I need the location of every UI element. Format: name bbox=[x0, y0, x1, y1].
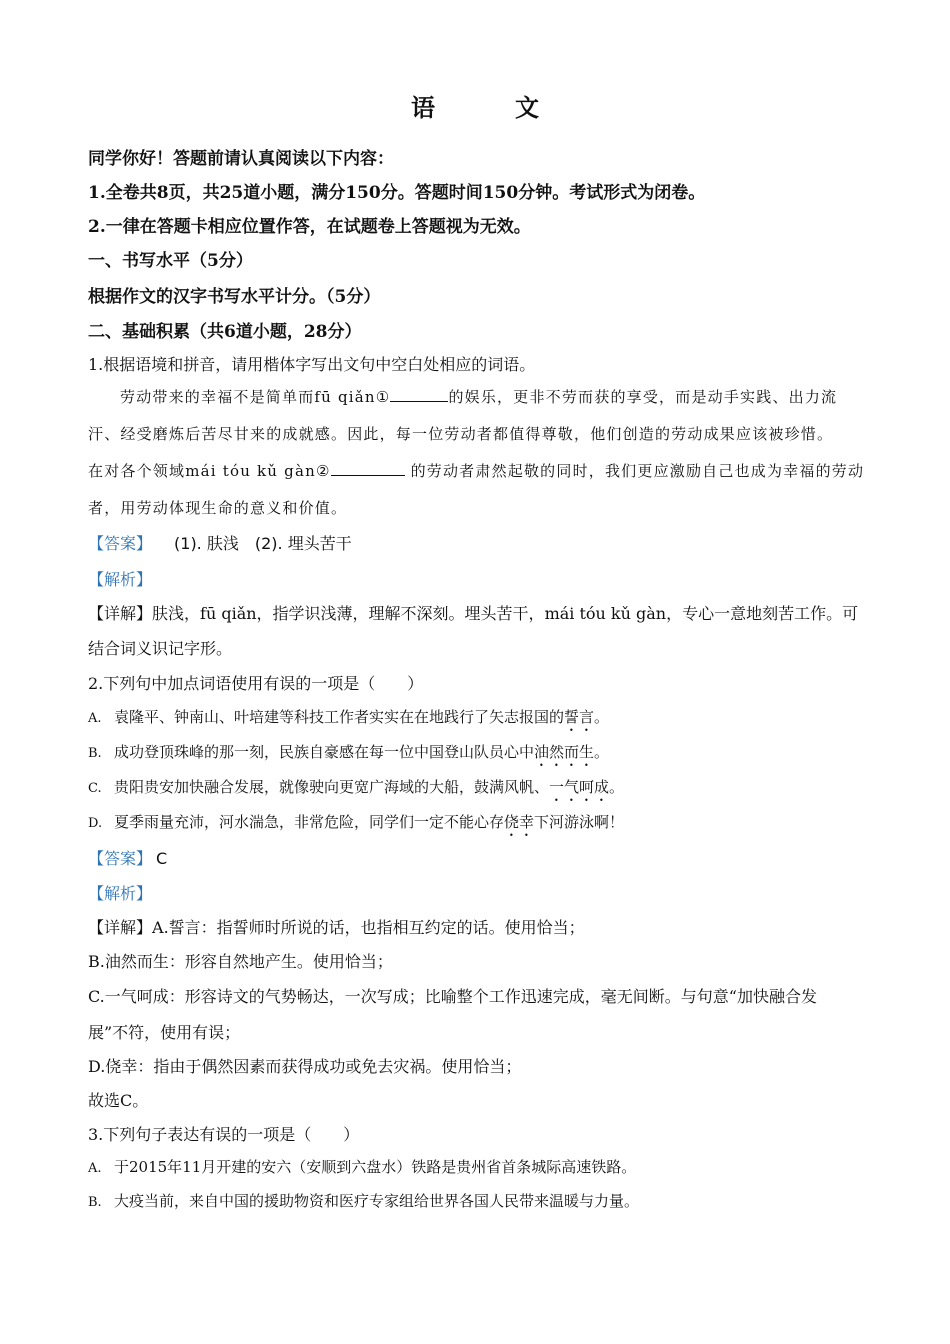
q1-detail-line-2: 结合词义识记字形。 bbox=[88, 639, 233, 658]
q1-passage-text: 的娱乐，更非不劳而获的享受，而是动手实践、出力流 bbox=[448, 388, 838, 406]
q1-blank-1 bbox=[390, 387, 448, 402]
detail-label: 【详解】 bbox=[88, 918, 153, 937]
q1-passage-text: 的劳动者肃然起敬的同时，我们更应激励自己也成为幸福的劳动 bbox=[410, 462, 865, 480]
option-label: A. bbox=[88, 1161, 102, 1176]
option-text: 。 bbox=[594, 708, 610, 726]
option-text: 贵阳贵安加快融合发展，就像驶向更宽广海域的大船，鼓满风帆、 bbox=[114, 778, 550, 796]
notice-line-1: 1.全卷共8页，共25道小题，满分150分。答题时间150分钟。考试形式为闭卷。 bbox=[88, 183, 706, 203]
q2-detail-text: A.誓言：指誓师时所说的话，也指相互约定的话。使用恰当； bbox=[152, 918, 585, 937]
option-label: D. bbox=[88, 816, 103, 831]
q3-stem: 3.下列句子表达有误的一项是（ ） bbox=[88, 1125, 360, 1144]
q1-analysis-tag: 【解析】 bbox=[88, 570, 153, 589]
dotted-word: 一气呵成 bbox=[549, 778, 610, 796]
option-text: 袁隆平、钟南山、叶培建等科技工作者实实在在地践行了矢志报国的 bbox=[114, 708, 565, 726]
q1-blank-2 bbox=[331, 461, 405, 476]
option-text: 大疫当前，来自中国的援助物资和医疗专家组给世界各国人民带来温暖与力量。 bbox=[114, 1192, 640, 1210]
q2-detail-c-line-2: 展”不符，使用有误； bbox=[88, 1023, 241, 1042]
option-label: B. bbox=[88, 746, 102, 761]
q2-analysis-tag: 【解析】 bbox=[88, 884, 153, 903]
q2-option-b bbox=[88, 741, 609, 770]
option-text: 下河游泳啊！ bbox=[534, 813, 625, 831]
page-title: 语 文 bbox=[411, 93, 567, 122]
q1-detail-pinyin: mái tóu kǔ gàn bbox=[544, 604, 667, 623]
option-text: 。 bbox=[609, 778, 625, 796]
q1-detail-text: 肤浅， bbox=[152, 604, 201, 623]
q1-detail-line-1 bbox=[88, 601, 858, 624]
q1-passage-text: 在对各个领域 bbox=[88, 462, 186, 480]
q1-stem: 1.根据语境和拼音，请用楷体字写出文句中空白处相应的词语。 bbox=[88, 355, 536, 374]
q2-answer-text: C bbox=[156, 849, 168, 868]
q1-detail-text: ，指学识浅薄，理解不深刻。埋头苦干， bbox=[256, 604, 545, 623]
q1-pinyin-1: fū qiǎn bbox=[314, 388, 376, 406]
option-text: 成功登顶珠峰的那一刻，民族自豪感在每一位中国登山队员心中 bbox=[114, 743, 535, 761]
section-1-heading: 一、书写水平（5分） bbox=[88, 251, 253, 271]
q2-option-c bbox=[88, 776, 624, 805]
q2-detail-a bbox=[88, 915, 585, 938]
answer-tag: 【答案】 bbox=[88, 849, 153, 868]
q1-answer-text: (1). 肤浅 (2). 埋头苦干 bbox=[174, 534, 352, 553]
q1-passage-line-3 bbox=[88, 460, 864, 481]
notice-greeting: 同学你好！答题前请认真阅读以下内容： bbox=[88, 149, 394, 169]
q2-option-a bbox=[88, 706, 609, 735]
option-text: 。 bbox=[594, 743, 610, 761]
q2-detail-c-line-1: C.一气呵成：形容诗文的气势畅达，一次写成；比喻整个工作迅速完成，毫无间断。与句意“加快融合发 bbox=[88, 987, 817, 1006]
q2-answer bbox=[88, 846, 167, 869]
dotted-word: 誓言 bbox=[564, 708, 595, 726]
q2-stem: 2.下列句中加点词语使用有误的一项是（ ） bbox=[88, 674, 424, 693]
q3-option-b bbox=[88, 1190, 639, 1211]
option-label: B. bbox=[88, 1195, 102, 1210]
dotted-word: 油然而生 bbox=[534, 743, 595, 761]
option-text: 于2015年11月开建的安六（安顺到六盘水）铁路是贵州省首条城际高速铁路。 bbox=[114, 1158, 637, 1176]
q1-passage-line-2: 汗、经受磨炼后苦尽甘来的成就感。因此，每一位劳动者都值得尊敬，他们创造的劳动成果应该被珍惜。 bbox=[88, 425, 834, 443]
q1-blank-mark-1: ① bbox=[375, 388, 391, 406]
q1-detail-text: ，专心一意地刻苦工作。可 bbox=[666, 604, 859, 623]
q1-passage-line-4: 者，用劳动体现生命的意义和价值。 bbox=[88, 499, 348, 517]
answer-tag: 【答案】 bbox=[88, 534, 153, 553]
option-label: A. bbox=[88, 711, 102, 726]
q1-passage-text: 劳动带来的幸福不是简单而 bbox=[120, 388, 315, 406]
q2-conclusion: 故选C。 bbox=[88, 1091, 149, 1110]
q1-blank-mark-2: ② bbox=[315, 462, 331, 480]
section-1-desc: 根据作文的汉字书写水平计分。（5分） bbox=[88, 287, 381, 307]
q2-detail-b: B.油然而生：形容自然地产生。使用恰当； bbox=[88, 952, 393, 971]
q2-detail-d: D.侥幸：指由于偶然因素而获得成功或免去灾祸。使用恰当； bbox=[88, 1057, 522, 1076]
option-label: C. bbox=[88, 781, 102, 796]
q1-pinyin-2: mái tóu kǔ gàn bbox=[185, 462, 316, 480]
q3-option-a bbox=[88, 1156, 636, 1177]
q1-detail-pinyin: fū qiǎn bbox=[200, 604, 257, 623]
dotted-word: 侥幸 bbox=[504, 813, 535, 831]
section-2-heading: 二、基础积累（共6道小题，28分） bbox=[88, 322, 362, 342]
detail-label: 【详解】 bbox=[88, 604, 153, 623]
q1-answer bbox=[88, 531, 352, 554]
option-text: 夏季雨量充沛，河水湍急，非常危险，同学们一定不能心存 bbox=[114, 813, 505, 831]
q1-passage-line-1 bbox=[120, 386, 837, 407]
notice-line-2: 2.一律在答题卡相应位置作答，在试题卷上答题视为无效。 bbox=[88, 217, 531, 237]
q2-option-d bbox=[88, 811, 624, 840]
